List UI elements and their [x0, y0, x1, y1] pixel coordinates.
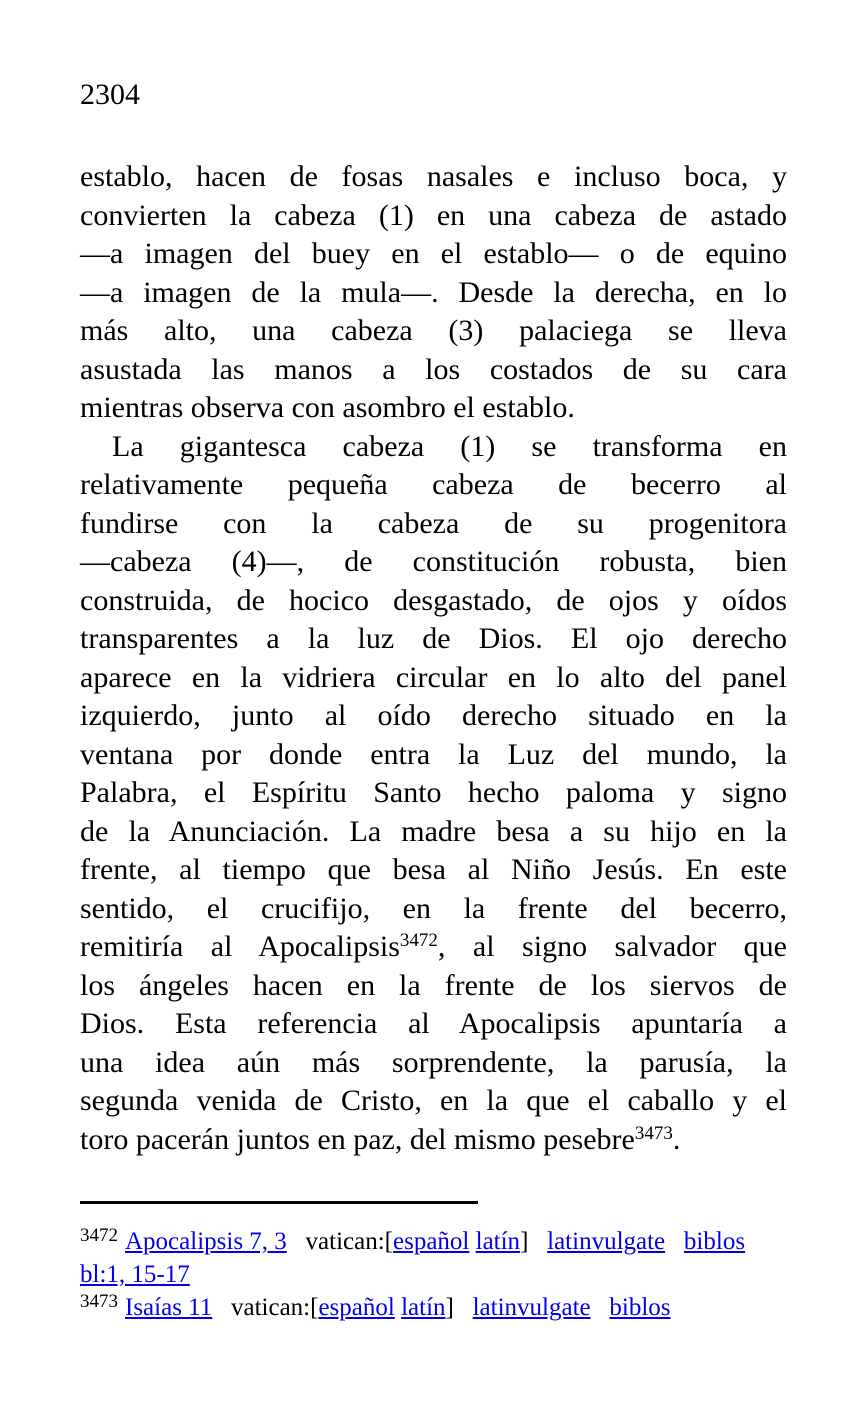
footnote-link[interactable]: latinvulgate: [547, 1228, 666, 1255]
footnote-text: [591, 1294, 610, 1321]
text-line: construida, de hocico desgastado, de ojos y oídos: [80, 583, 787, 617]
text-line: Dios. Esta referencia al Apocalipsis apuntaría a: [80, 1007, 787, 1040]
text-line: remitiría al Apocalipsis$^{3472}$, al signo salvador que: [80, 930, 787, 963]
footnote-link[interactable]: latín: [401, 1294, 446, 1321]
footnote-ref: 3473: [634, 1122, 673, 1144]
footnote-text: ]: [520, 1228, 548, 1255]
footnote-link[interactable]: biblos: [609, 1294, 671, 1321]
text-line: Palabra, el Espíritu Santo hecho paloma y signo: [80, 776, 787, 809]
text-line: convierten la cabeza (1) en una cabeza de astado: [80, 198, 787, 232]
text-line: —cabeza (4)—, de constitución robusta, bien: [80, 545, 787, 578]
text-line: una idea aún más sorprendente, la parusía, la: [80, 1045, 787, 1079]
text-line: frente, al tiempo que besa al Niño Jesús. En este: [80, 853, 787, 886]
footnote-text: vatican:[: [286, 1228, 393, 1255]
footnote-link[interactable]: bl:1, 15-17: [80, 1261, 190, 1288]
text-line: —a imagen de la mula—. Desde la derecha, en lo: [80, 275, 787, 309]
footnote: [80, 1225, 787, 1291]
body-text: [80, 158, 787, 1159]
footnote: [80, 1291, 787, 1324]
footnote-text: ]: [445, 1294, 473, 1321]
footnote-link[interactable]: latinvulgate: [472, 1294, 591, 1321]
footnote-link[interactable]: biblos: [683, 1228, 746, 1255]
text-line: aparece en la vidriera circular en lo alto del panel: [80, 660, 787, 694]
text-line: mientras observa con asombro el establo.: [80, 391, 575, 424]
footnote-link[interactable]: español: [393, 1228, 470, 1255]
text-line: fundirse con la cabeza de su progenitora: [80, 506, 787, 540]
text-line: toro pacerán juntos en paz, del mismo pesebre$^{3473}$.: [80, 1122, 681, 1156]
footnote-link[interactable]: latín: [475, 1228, 521, 1255]
text-line: —a imagen del buey en el establo— o de equino: [80, 237, 787, 270]
footnote-text: [665, 1228, 684, 1255]
page-number: 2304: [80, 78, 140, 111]
footnote-number: 3473: [80, 1291, 118, 1312]
footnote-link[interactable]: Isaías 11: [125, 1294, 213, 1321]
text-line: La gigantesca cabeza (1) se transforma en: [112, 429, 787, 463]
footnotes: [80, 1225, 787, 1324]
footnote-link[interactable]: español: [318, 1294, 395, 1321]
footnote-link[interactable]: Apocalipsis 7, 3: [125, 1228, 287, 1255]
paragraph: [80, 158, 787, 428]
text-line: relativamente pequeña cabeza de becerro al: [80, 468, 787, 501]
footnote-number: 3472: [80, 1225, 118, 1246]
text-line: transparentes a la luz de Dios. El ojo derecho: [80, 622, 787, 655]
text-line: ventana por donde entra la Luz del mundo, la: [80, 737, 787, 771]
paragraph: [80, 428, 787, 1160]
footnote-separator: [80, 1201, 478, 1204]
footnote-ref: 3472: [399, 930, 438, 951]
text-line: sentido, el crucifijo, en la frente del becerro,: [80, 891, 787, 925]
text-line: más alto, una cabeza (3) palaciega se lleva: [80, 314, 787, 347]
text-line: segunda venida de Cristo, en la que el caballo y el: [80, 1084, 787, 1117]
text-line: los ángeles hacen en la frente de los siervos de: [80, 968, 787, 1002]
text-line: de la Anunciación. La madre besa a su hijo en la: [80, 814, 787, 848]
text-line: izquierdo, junto al oído derecho situado en la: [80, 699, 787, 732]
text-line: asustada las manos a los costados de su cara: [80, 352, 787, 386]
text-line: establo, hacen de fosas nasales e incluso boca, y: [80, 160, 787, 193]
footnote-text: vatican:[: [212, 1294, 319, 1321]
